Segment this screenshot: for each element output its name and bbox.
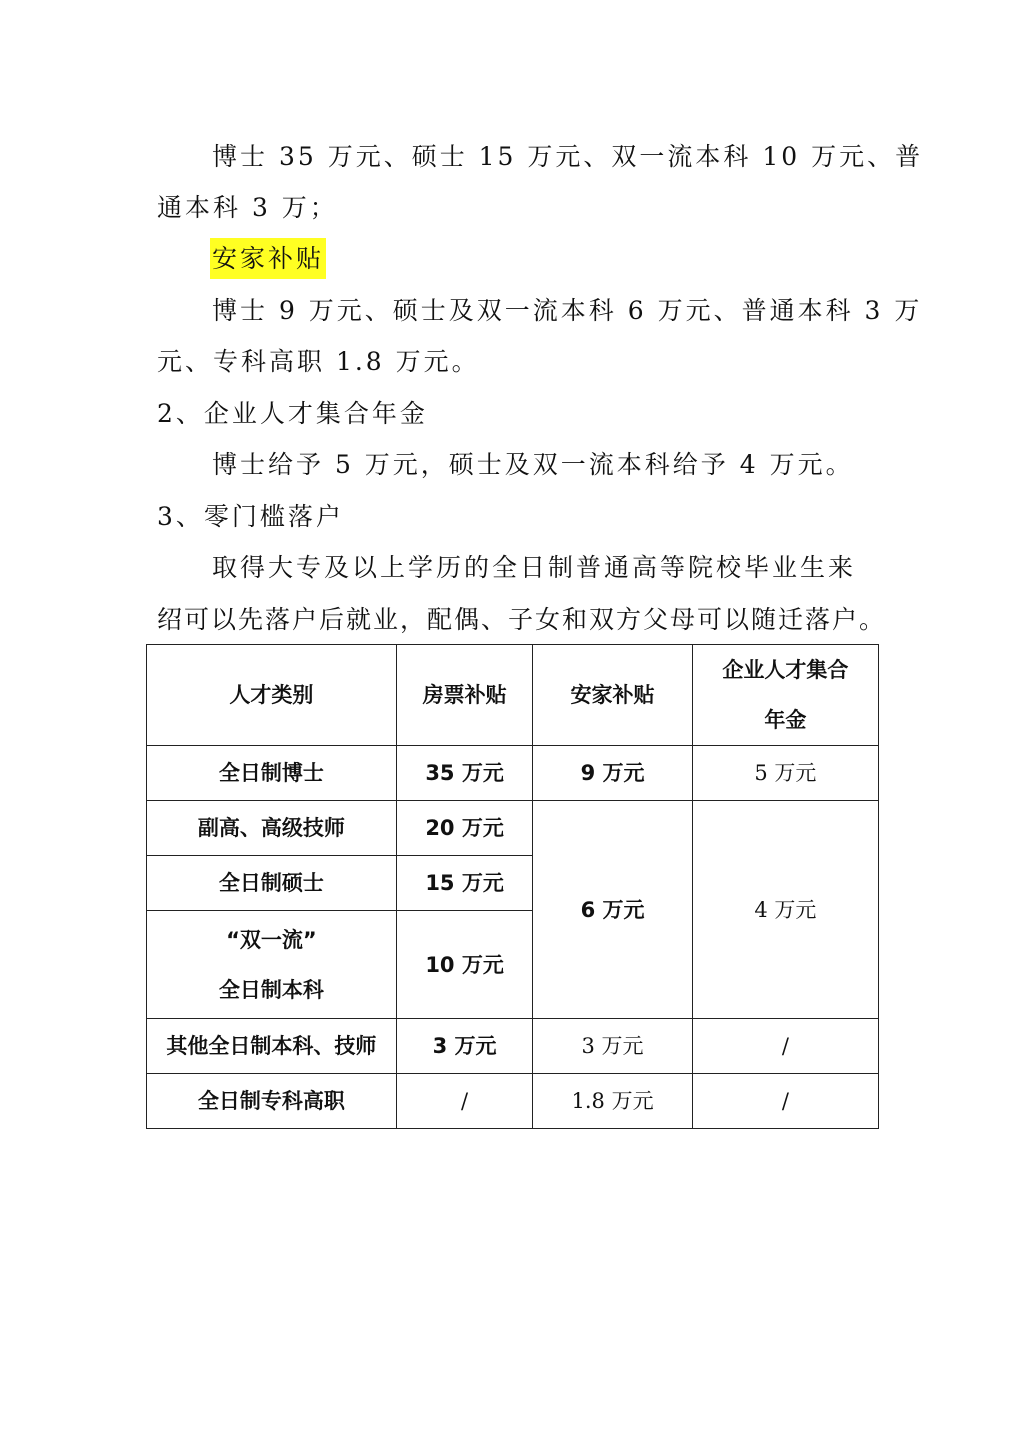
table-row xyxy=(147,746,879,801)
cell-housing: 35 万元 xyxy=(396,746,532,801)
cell-category-line1: “双一流” xyxy=(226,927,317,952)
header-housing: 房票补贴 xyxy=(396,645,532,746)
header-annuity-line1: 企业人才集合 xyxy=(722,658,849,682)
cell-housing: 3 万元 xyxy=(396,1019,532,1074)
cell-settle-merged: 6 万元 xyxy=(533,801,692,1019)
talent-subsidy-table xyxy=(146,644,879,1129)
table-row xyxy=(147,1074,879,1129)
cell-annuity: / xyxy=(692,1019,878,1074)
header-settle: 安家补贴 xyxy=(533,645,692,746)
cell-category: 全日制硕士 xyxy=(147,856,397,911)
cell-settle: 9 万元 xyxy=(533,746,692,801)
anjia-heading xyxy=(210,242,326,276)
paragraph-hukou-line1: 取得大专及以上学历的全日制普通高等院校毕业生来 xyxy=(212,553,857,582)
paragraph-housing-line2: 通本科 3 万； xyxy=(157,193,338,222)
table-row xyxy=(147,801,879,856)
section-3-heading: 3、零门槛落户 xyxy=(157,502,344,531)
header-annuity-line2: 年金 xyxy=(764,708,807,732)
cell-housing: / xyxy=(396,1074,532,1129)
header-annuity xyxy=(692,645,878,746)
cell-annuity: / xyxy=(692,1074,878,1129)
paragraph-settle-line2: 元、专科高职 1.8 万元。 xyxy=(157,347,480,376)
cell-settle: 3 万元 xyxy=(533,1019,692,1074)
cell-annuity: 5 万元 xyxy=(692,746,878,801)
highlighted-heading-text: 安家补贴 xyxy=(210,238,326,279)
cell-housing: 15 万元 xyxy=(396,856,532,911)
table-header-row xyxy=(147,645,879,746)
section-2-heading: 2、企业人才集合年金 xyxy=(157,399,428,428)
cell-housing: 20 万元 xyxy=(396,801,532,856)
cell-category-line2: 全日制本科 xyxy=(218,977,324,1002)
header-category: 人才类别 xyxy=(147,645,397,746)
paragraph-settle-line1: 博士 9 万元、硕士及双一流本科 6 万元、普通本科 3 万 xyxy=(212,296,923,325)
paragraph-hukou-line2: 绍可以先落户后就业，配偶、子女和双方父母可以随迁落户。 xyxy=(157,605,887,634)
cell-annuity-merged: 4 万元 xyxy=(692,801,878,1019)
cell-category: 全日制专科高职 xyxy=(147,1074,397,1129)
cell-settle: 1.8 万元 xyxy=(533,1074,692,1129)
cell-category: 全日制博士 xyxy=(147,746,397,801)
cell-category: 其他全日制本科、技师 xyxy=(147,1019,397,1074)
cell-housing: 10 万元 xyxy=(396,911,532,1019)
table-row xyxy=(147,1019,879,1074)
cell-category: 副高、高级技师 xyxy=(147,801,397,856)
cell-category xyxy=(147,911,397,1019)
paragraph-housing-line1: 博士 35 万元、硕士 15 万元、双一流本科 10 万元、普 xyxy=(212,142,924,171)
paragraph-annuity: 博士给予 5 万元，硕士及双一流本科给予 4 万元。 xyxy=(212,450,854,479)
